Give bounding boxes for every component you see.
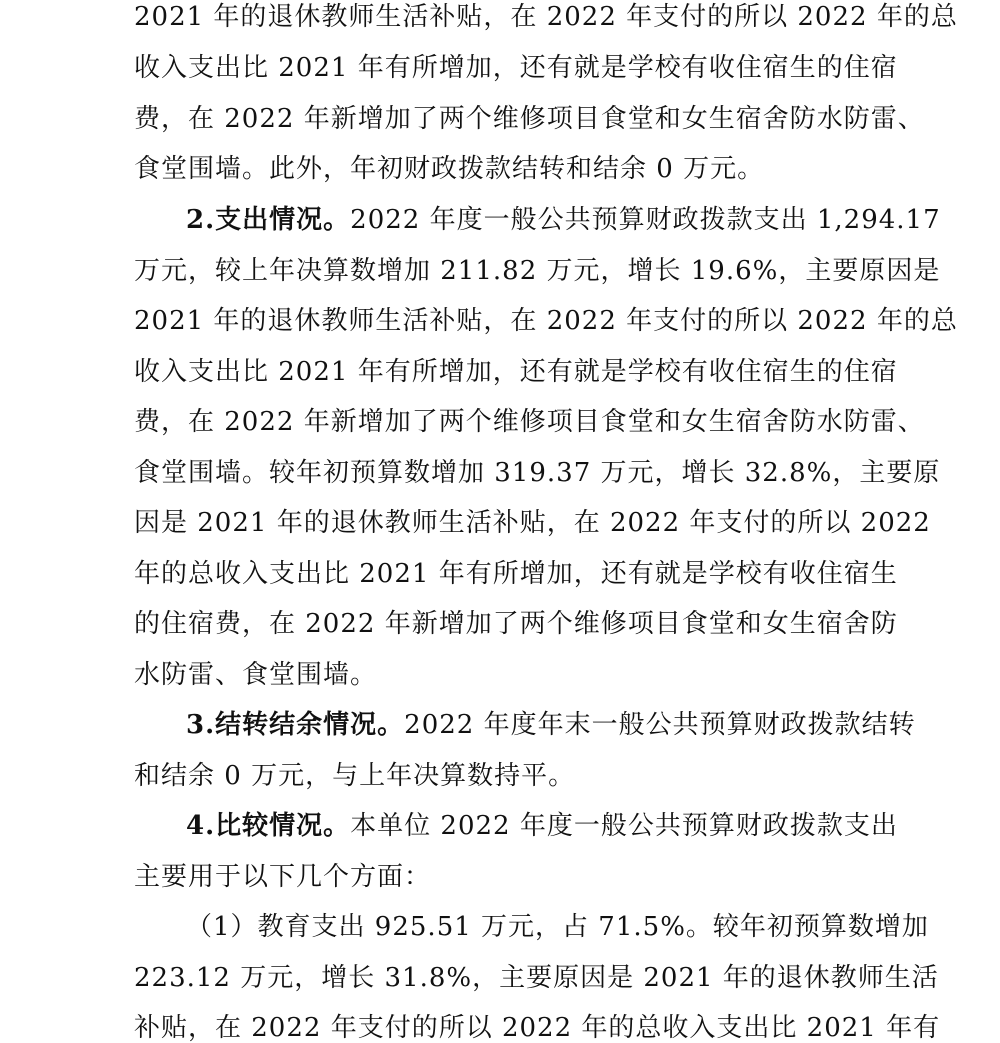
paragraph-line: 费，在 2022 年新增加了两个维修项目食堂和女生宿舍防水防雷、	[134, 104, 925, 134]
paragraph-line: 2021 年的退休教师生活补贴，在 2022 年支付的所以 2022 年的总	[134, 306, 958, 336]
section-4-first-line	[186, 811, 898, 841]
paragraph-line: 收入支出比 2021 年有所增加，还有就是学校有收住宿生的住宿	[134, 53, 898, 83]
paragraph-line: 223.12 万元，增长 31.8%，主要原因是 2021 年的退休教师生活	[134, 963, 939, 993]
section-3-heading: 3.结转结余情况。	[186, 710, 405, 740]
paragraph-text: 本单位 2022 年度一般公共预算财政拨款支出	[350, 811, 898, 841]
paragraph-text: 2022 年度年末一般公共预算财政拨款结转	[404, 710, 916, 740]
paragraph-line: 万元，较上年决算数增加 211.82 万元，增长 19.6%，主要原因是	[134, 256, 941, 286]
item-1-first-line: （1）教育支出 925.51 万元，占 71.5%。较年初预算数增加	[186, 912, 929, 942]
paragraph-line: 和结余 0 万元，与上年决算数持平。	[134, 761, 576, 791]
paragraph-line: 食堂围墙。此外，年初财政拨款结转和结余 0 万元。	[134, 154, 765, 184]
paragraph-text: 2022 年度一般公共预算财政拨款支出 1,294.17	[350, 205, 941, 235]
section-2-heading: 2.支出情况。	[186, 205, 351, 235]
paragraph-line: 补贴，在 2022 年支付的所以 2022 年的总收入支出比 2021 年有	[134, 1013, 941, 1043]
paragraph-line: 食堂围墙。较年初预算数增加 319.37 万元，增长 32.8%，主要原	[134, 458, 941, 488]
paragraph-line: 费，在 2022 年新增加了两个维修项目食堂和女生宿舍防水防雷、	[134, 407, 925, 437]
paragraph-line: 水防雷、食堂围墙。	[134, 660, 378, 690]
paragraph-line: 年的总收入支出比 2021 年有所增加，还有就是学校有收住宿生	[134, 559, 898, 589]
paragraph-line: 2021 年的退休教师生活补贴，在 2022 年支付的所以 2022 年的总	[134, 2, 958, 32]
section-2-first-line	[186, 205, 941, 235]
paragraph-line: 因是 2021 年的退休教师生活补贴，在 2022 年支付的所以 2022	[134, 508, 931, 538]
paragraph-line: 主要用于以下几个方面：	[134, 862, 432, 892]
paragraph-line: 收入支出比 2021 年有所增加，还有就是学校有收住宿生的住宿	[134, 357, 898, 387]
section-4-heading: 4.比较情况。	[186, 811, 351, 841]
section-3-first-line	[186, 710, 916, 740]
paragraph-line: 的住宿费，在 2022 年新增加了两个维修项目食堂和女生宿舍防	[134, 609, 898, 639]
